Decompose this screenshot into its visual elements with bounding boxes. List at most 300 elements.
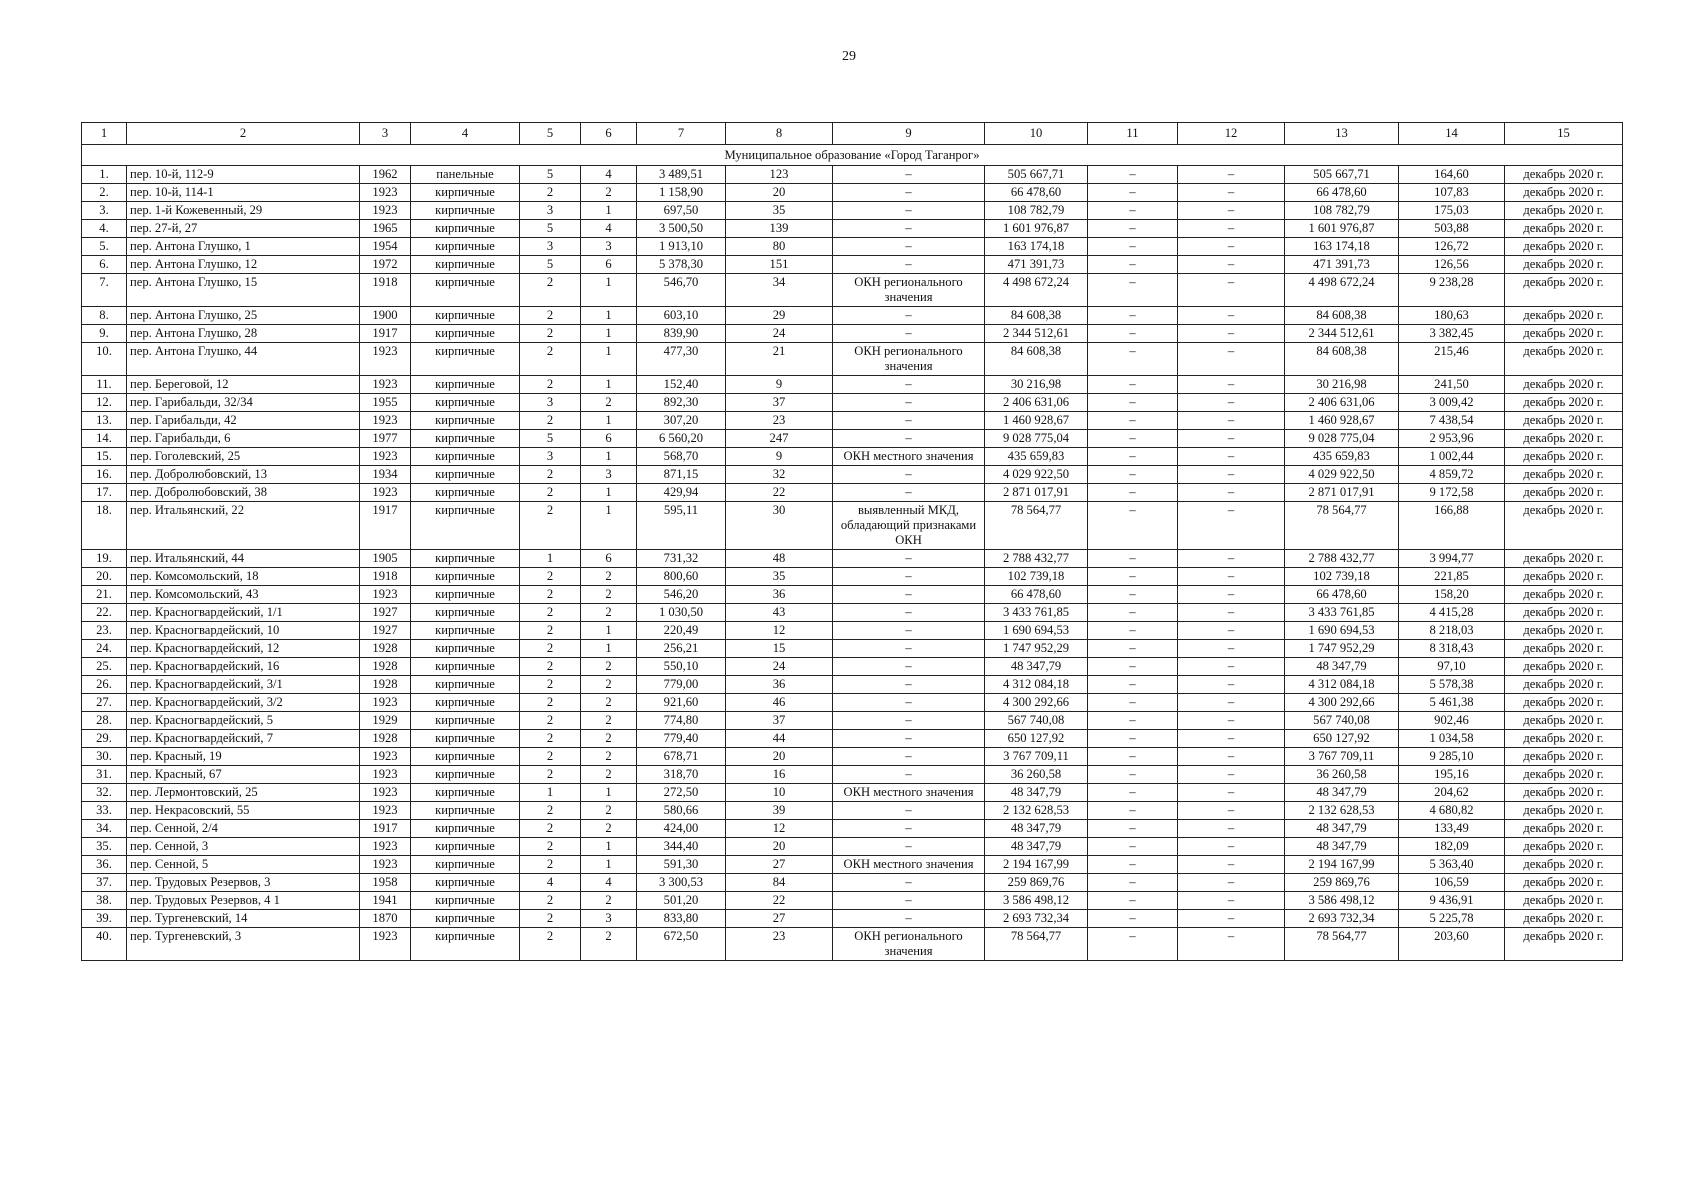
- residents-cell: 43: [726, 604, 833, 622]
- floors-cell: 2: [520, 766, 581, 784]
- cost-fund-cell: 259 869,76: [1285, 874, 1399, 892]
- floors-cell: 2: [520, 325, 581, 343]
- cost-fund-cell: 1 690 694,53: [1285, 622, 1399, 640]
- cost-fund-cell: 3 433 761,85: [1285, 604, 1399, 622]
- residents-cell: 24: [726, 325, 833, 343]
- year-cell: 1870: [360, 910, 411, 928]
- col12-cell: –: [1178, 586, 1285, 604]
- heritage-status-cell: –: [833, 766, 985, 784]
- wall-material-cell: кирпичные: [411, 256, 520, 274]
- deadline-cell: декабрь 2020 г.: [1505, 748, 1623, 766]
- entrances-cell: 2: [581, 820, 637, 838]
- row-number: 15.: [82, 448, 127, 466]
- heritage-status-cell: –: [833, 712, 985, 730]
- cost-total-cell: 505 667,71: [985, 166, 1088, 184]
- table-row: [82, 874, 1623, 892]
- year-cell: 1923: [360, 802, 411, 820]
- table-row: [82, 676, 1623, 694]
- col11-cell: –: [1088, 640, 1178, 658]
- residents-cell: 39: [726, 802, 833, 820]
- col12-cell: –: [1178, 307, 1285, 325]
- deadline-cell: декабрь 2020 г.: [1505, 220, 1623, 238]
- section-row: [82, 145, 1623, 166]
- year-cell: 1923: [360, 202, 411, 220]
- entrances-cell: 2: [581, 748, 637, 766]
- residents-cell: 20: [726, 748, 833, 766]
- cost-per-sqm-cell: 902,46: [1399, 712, 1505, 730]
- cost-total-cell: 108 782,79: [985, 202, 1088, 220]
- area-cell: 3 500,50: [637, 220, 726, 238]
- deadline-cell: декабрь 2020 г.: [1505, 730, 1623, 748]
- heritage-status-cell: –: [833, 568, 985, 586]
- heritage-status-cell: –: [833, 412, 985, 430]
- year-cell: 1928: [360, 676, 411, 694]
- wall-material-cell: кирпичные: [411, 184, 520, 202]
- cost-total-cell: 1 690 694,53: [985, 622, 1088, 640]
- address-cell: пер. Гарибальди, 6: [127, 430, 360, 448]
- col11-cell: –: [1088, 466, 1178, 484]
- cost-fund-cell: 2 344 512,61: [1285, 325, 1399, 343]
- floors-cell: 5: [520, 256, 581, 274]
- year-cell: 1905: [360, 550, 411, 568]
- floors-cell: 2: [520, 910, 581, 928]
- entrances-cell: 1: [581, 448, 637, 466]
- heritage-status-cell: –: [833, 694, 985, 712]
- address-cell: пер. 27-й, 27: [127, 220, 360, 238]
- wall-material-cell: кирпичные: [411, 910, 520, 928]
- entrances-cell: 6: [581, 256, 637, 274]
- cost-total-cell: 84 608,38: [985, 307, 1088, 325]
- heritage-status-cell: –: [833, 394, 985, 412]
- col12-cell: –: [1178, 604, 1285, 622]
- cost-per-sqm-cell: 9 238,28: [1399, 274, 1505, 307]
- cost-total-cell: 2 406 631,06: [985, 394, 1088, 412]
- column-header: 14: [1399, 123, 1505, 145]
- entrances-cell: 2: [581, 928, 637, 961]
- entrances-cell: 6: [581, 430, 637, 448]
- col11-cell: –: [1088, 694, 1178, 712]
- entrances-cell: 1: [581, 343, 637, 376]
- address-cell: пер. Гоголевский, 25: [127, 448, 360, 466]
- row-number: 6.: [82, 256, 127, 274]
- area-cell: 892,30: [637, 394, 726, 412]
- col11-cell: –: [1088, 874, 1178, 892]
- cost-fund-cell: 48 347,79: [1285, 658, 1399, 676]
- entrances-cell: 6: [581, 550, 637, 568]
- cost-total-cell: 84 608,38: [985, 343, 1088, 376]
- col11-cell: –: [1088, 166, 1178, 184]
- table-row: [82, 838, 1623, 856]
- col12-cell: –: [1178, 802, 1285, 820]
- address-cell: пер. Красногвардейский, 7: [127, 730, 360, 748]
- row-number: 12.: [82, 394, 127, 412]
- column-header: 10: [985, 123, 1088, 145]
- wall-material-cell: кирпичные: [411, 604, 520, 622]
- entrances-cell: 2: [581, 802, 637, 820]
- entrances-cell: 1: [581, 640, 637, 658]
- address-cell: пер. Сенной, 3: [127, 838, 360, 856]
- cost-per-sqm-cell: 503,88: [1399, 220, 1505, 238]
- col12-cell: –: [1178, 928, 1285, 961]
- col12-cell: –: [1178, 220, 1285, 238]
- cost-total-cell: 48 347,79: [985, 820, 1088, 838]
- wall-material-cell: кирпичные: [411, 550, 520, 568]
- deadline-cell: декабрь 2020 г.: [1505, 502, 1623, 550]
- area-cell: 3 300,53: [637, 874, 726, 892]
- heritage-status-cell: –: [833, 658, 985, 676]
- entrances-cell: 1: [581, 325, 637, 343]
- header-row: [82, 123, 1623, 145]
- table-row: [82, 730, 1623, 748]
- col12-cell: –: [1178, 484, 1285, 502]
- address-cell: пер. Красногвардейский, 5: [127, 712, 360, 730]
- area-cell: 595,11: [637, 502, 726, 550]
- cost-fund-cell: 102 739,18: [1285, 568, 1399, 586]
- deadline-cell: декабрь 2020 г.: [1505, 394, 1623, 412]
- entrances-cell: 3: [581, 466, 637, 484]
- cost-per-sqm-cell: 1 034,58: [1399, 730, 1505, 748]
- floors-cell: 2: [520, 676, 581, 694]
- row-number: 31.: [82, 766, 127, 784]
- heritage-status-cell: –: [833, 466, 985, 484]
- area-cell: 152,40: [637, 376, 726, 394]
- col12-cell: –: [1178, 874, 1285, 892]
- deadline-cell: декабрь 2020 г.: [1505, 343, 1623, 376]
- year-cell: 1917: [360, 325, 411, 343]
- year-cell: 1923: [360, 586, 411, 604]
- heritage-status-cell: –: [833, 256, 985, 274]
- year-cell: 1965: [360, 220, 411, 238]
- heritage-status-cell: –: [833, 622, 985, 640]
- heritage-status-cell: ОКН регионального значения: [833, 343, 985, 376]
- heritage-status-cell: –: [833, 166, 985, 184]
- col11-cell: –: [1088, 730, 1178, 748]
- floors-cell: 1: [520, 550, 581, 568]
- address-cell: пер. Антона Глушко, 25: [127, 307, 360, 325]
- floors-cell: 2: [520, 892, 581, 910]
- address-cell: пер. 10-й, 112-9: [127, 166, 360, 184]
- cost-total-cell: 259 869,76: [985, 874, 1088, 892]
- wall-material-cell: кирпичные: [411, 412, 520, 430]
- wall-material-cell: кирпичные: [411, 892, 520, 910]
- year-cell: 1923: [360, 448, 411, 466]
- cost-fund-cell: 471 391,73: [1285, 256, 1399, 274]
- table-row: [82, 307, 1623, 325]
- wall-material-cell: кирпичные: [411, 394, 520, 412]
- heritage-status-cell: –: [833, 550, 985, 568]
- cost-total-cell: 435 659,83: [985, 448, 1088, 466]
- col11-cell: –: [1088, 892, 1178, 910]
- floors-cell: 2: [520, 928, 581, 961]
- area-cell: 550,10: [637, 658, 726, 676]
- cost-fund-cell: 66 478,60: [1285, 184, 1399, 202]
- heritage-status-cell: –: [833, 874, 985, 892]
- wall-material-cell: кирпичные: [411, 586, 520, 604]
- col12-cell: –: [1178, 568, 1285, 586]
- year-cell: 1927: [360, 604, 411, 622]
- row-number: 5.: [82, 238, 127, 256]
- cost-fund-cell: 3 767 709,11: [1285, 748, 1399, 766]
- deadline-cell: декабрь 2020 г.: [1505, 412, 1623, 430]
- heritage-status-cell: –: [833, 430, 985, 448]
- row-number: 39.: [82, 910, 127, 928]
- deadline-cell: декабрь 2020 г.: [1505, 622, 1623, 640]
- registry-table: [81, 122, 1623, 961]
- col12-cell: –: [1178, 325, 1285, 343]
- deadline-cell: декабрь 2020 г.: [1505, 376, 1623, 394]
- wall-material-cell: кирпичные: [411, 820, 520, 838]
- floors-cell: 2: [520, 568, 581, 586]
- address-cell: пер. 10-й, 114-1: [127, 184, 360, 202]
- cost-fund-cell: 4 300 292,66: [1285, 694, 1399, 712]
- year-cell: 1923: [360, 784, 411, 802]
- heritage-status-cell: выявленный МКД, обладающий признаками ОКН: [833, 502, 985, 550]
- year-cell: 1918: [360, 568, 411, 586]
- floors-cell: 2: [520, 658, 581, 676]
- area-cell: 1 030,50: [637, 604, 726, 622]
- residents-cell: 80: [726, 238, 833, 256]
- deadline-cell: декабрь 2020 г.: [1505, 910, 1623, 928]
- floors-cell: 5: [520, 166, 581, 184]
- residents-cell: 36: [726, 676, 833, 694]
- floors-cell: 2: [520, 412, 581, 430]
- wall-material-cell: кирпичные: [411, 430, 520, 448]
- residents-cell: 9: [726, 448, 833, 466]
- heritage-status-cell: –: [833, 604, 985, 622]
- table-row: [82, 640, 1623, 658]
- area-cell: 774,80: [637, 712, 726, 730]
- table-row: [82, 343, 1623, 376]
- table-row: [82, 274, 1623, 307]
- deadline-cell: декабрь 2020 г.: [1505, 325, 1623, 343]
- floors-cell: 3: [520, 238, 581, 256]
- wall-material-cell: кирпичные: [411, 640, 520, 658]
- cost-total-cell: 2 788 432,77: [985, 550, 1088, 568]
- cost-per-sqm-cell: 221,85: [1399, 568, 1505, 586]
- col11-cell: –: [1088, 856, 1178, 874]
- entrances-cell: 2: [581, 694, 637, 712]
- deadline-cell: декабрь 2020 г.: [1505, 550, 1623, 568]
- deadline-cell: декабрь 2020 г.: [1505, 274, 1623, 307]
- table-row: [82, 568, 1623, 586]
- deadline-cell: декабрь 2020 г.: [1505, 184, 1623, 202]
- col12-cell: –: [1178, 202, 1285, 220]
- wall-material-cell: кирпичные: [411, 274, 520, 307]
- cost-per-sqm-cell: 203,60: [1399, 928, 1505, 961]
- residents-cell: 12: [726, 820, 833, 838]
- cost-total-cell: 471 391,73: [985, 256, 1088, 274]
- column-header: 4: [411, 123, 520, 145]
- table-row: [82, 184, 1623, 202]
- cost-fund-cell: 30 216,98: [1285, 376, 1399, 394]
- cost-total-cell: 9 028 775,04: [985, 430, 1088, 448]
- year-cell: 1928: [360, 640, 411, 658]
- deadline-cell: декабрь 2020 г.: [1505, 676, 1623, 694]
- address-cell: пер. Сенной, 5: [127, 856, 360, 874]
- year-cell: 1927: [360, 622, 411, 640]
- deadline-cell: декабрь 2020 г.: [1505, 586, 1623, 604]
- table-row: [82, 856, 1623, 874]
- area-cell: 697,50: [637, 202, 726, 220]
- year-cell: 1923: [360, 766, 411, 784]
- residents-cell: 23: [726, 928, 833, 961]
- area-cell: 424,00: [637, 820, 726, 838]
- table-row: [82, 820, 1623, 838]
- cost-per-sqm-cell: 5 461,38: [1399, 694, 1505, 712]
- year-cell: 1955: [360, 394, 411, 412]
- cost-total-cell: 4 498 672,24: [985, 274, 1088, 307]
- address-cell: пер. Лермонтовский, 25: [127, 784, 360, 802]
- floors-cell: 2: [520, 184, 581, 202]
- floors-cell: 3: [520, 202, 581, 220]
- address-cell: пер. Добролюбовский, 13: [127, 466, 360, 484]
- area-cell: 6 560,20: [637, 430, 726, 448]
- heritage-status-cell: ОКН местного значения: [833, 856, 985, 874]
- table-row: [82, 712, 1623, 730]
- row-number: 25.: [82, 658, 127, 676]
- heritage-status-cell: –: [833, 484, 985, 502]
- col12-cell: –: [1178, 640, 1285, 658]
- year-cell: 1972: [360, 256, 411, 274]
- cost-per-sqm-cell: 126,56: [1399, 256, 1505, 274]
- cost-total-cell: 2 693 732,34: [985, 910, 1088, 928]
- cost-per-sqm-cell: 107,83: [1399, 184, 1505, 202]
- floors-cell: 2: [520, 604, 581, 622]
- cost-per-sqm-cell: 164,60: [1399, 166, 1505, 184]
- col12-cell: –: [1178, 394, 1285, 412]
- table-row: [82, 766, 1623, 784]
- col12-cell: –: [1178, 820, 1285, 838]
- floors-cell: 2: [520, 622, 581, 640]
- col12-cell: –: [1178, 238, 1285, 256]
- deadline-cell: декабрь 2020 г.: [1505, 307, 1623, 325]
- area-cell: 678,71: [637, 748, 726, 766]
- col11-cell: –: [1088, 448, 1178, 466]
- row-number: 24.: [82, 640, 127, 658]
- cost-per-sqm-cell: 241,50: [1399, 376, 1505, 394]
- area-cell: 871,15: [637, 466, 726, 484]
- residents-cell: 16: [726, 766, 833, 784]
- column-header: 13: [1285, 123, 1399, 145]
- deadline-cell: декабрь 2020 г.: [1505, 640, 1623, 658]
- heritage-status-cell: ОКН местного значения: [833, 784, 985, 802]
- entrances-cell: 2: [581, 766, 637, 784]
- col12-cell: –: [1178, 412, 1285, 430]
- wall-material-cell: кирпичные: [411, 712, 520, 730]
- col12-cell: –: [1178, 658, 1285, 676]
- heritage-status-cell: ОКН местного значения: [833, 448, 985, 466]
- cost-fund-cell: 2 788 432,77: [1285, 550, 1399, 568]
- table-row: [82, 502, 1623, 550]
- deadline-cell: декабрь 2020 г.: [1505, 694, 1623, 712]
- row-number: 35.: [82, 838, 127, 856]
- floors-cell: 2: [520, 856, 581, 874]
- cost-total-cell: 48 347,79: [985, 784, 1088, 802]
- deadline-cell: декабрь 2020 г.: [1505, 856, 1623, 874]
- col11-cell: –: [1088, 343, 1178, 376]
- year-cell: 1923: [360, 484, 411, 502]
- cost-per-sqm-cell: 5 578,38: [1399, 676, 1505, 694]
- col12-cell: –: [1178, 376, 1285, 394]
- entrances-cell: 1: [581, 622, 637, 640]
- cost-total-cell: 650 127,92: [985, 730, 1088, 748]
- year-cell: 1923: [360, 343, 411, 376]
- row-number: 28.: [82, 712, 127, 730]
- area-cell: 256,21: [637, 640, 726, 658]
- address-cell: пер. Комсомольский, 18: [127, 568, 360, 586]
- address-cell: пер. Итальянский, 22: [127, 502, 360, 550]
- col11-cell: –: [1088, 748, 1178, 766]
- residents-cell: 20: [726, 184, 833, 202]
- cost-total-cell: 3 433 761,85: [985, 604, 1088, 622]
- cost-per-sqm-cell: 126,72: [1399, 238, 1505, 256]
- area-cell: 546,70: [637, 274, 726, 307]
- cost-fund-cell: 48 347,79: [1285, 820, 1399, 838]
- row-number: 30.: [82, 748, 127, 766]
- wall-material-cell: кирпичные: [411, 307, 520, 325]
- table-row: [82, 694, 1623, 712]
- deadline-cell: декабрь 2020 г.: [1505, 766, 1623, 784]
- address-cell: пер. Антона Глушко, 28: [127, 325, 360, 343]
- cost-per-sqm-cell: 4 859,72: [1399, 466, 1505, 484]
- area-cell: 318,70: [637, 766, 726, 784]
- deadline-cell: декабрь 2020 г.: [1505, 820, 1623, 838]
- col12-cell: –: [1178, 694, 1285, 712]
- deadline-cell: декабрь 2020 г.: [1505, 892, 1623, 910]
- cost-per-sqm-cell: 3 994,77: [1399, 550, 1505, 568]
- cost-fund-cell: 650 127,92: [1285, 730, 1399, 748]
- table-row: [82, 658, 1623, 676]
- area-cell: 5 378,30: [637, 256, 726, 274]
- address-cell: пер. Антона Глушко, 15: [127, 274, 360, 307]
- cost-per-sqm-cell: 9 285,10: [1399, 748, 1505, 766]
- entrances-cell: 2: [581, 658, 637, 676]
- col11-cell: –: [1088, 376, 1178, 394]
- col12-cell: –: [1178, 856, 1285, 874]
- cost-total-cell: 66 478,60: [985, 184, 1088, 202]
- cost-total-cell: 36 260,58: [985, 766, 1088, 784]
- entrances-cell: 1: [581, 484, 637, 502]
- cost-fund-cell: 78 564,77: [1285, 502, 1399, 550]
- area-cell: 672,50: [637, 928, 726, 961]
- col12-cell: –: [1178, 748, 1285, 766]
- col11-cell: –: [1088, 784, 1178, 802]
- cost-total-cell: 4 029 922,50: [985, 466, 1088, 484]
- cost-per-sqm-cell: 97,10: [1399, 658, 1505, 676]
- wall-material-cell: кирпичные: [411, 766, 520, 784]
- row-number: 4.: [82, 220, 127, 238]
- col11-cell: –: [1088, 184, 1178, 202]
- cost-fund-cell: 2 871 017,91: [1285, 484, 1399, 502]
- floors-cell: 2: [520, 307, 581, 325]
- cost-total-cell: 2 871 017,91: [985, 484, 1088, 502]
- row-number: 32.: [82, 784, 127, 802]
- cost-per-sqm-cell: 182,09: [1399, 838, 1505, 856]
- area-cell: 603,10: [637, 307, 726, 325]
- heritage-status-cell: –: [833, 325, 985, 343]
- deadline-cell: декабрь 2020 г.: [1505, 838, 1623, 856]
- cost-total-cell: 102 739,18: [985, 568, 1088, 586]
- row-number: 9.: [82, 325, 127, 343]
- heritage-status-cell: –: [833, 892, 985, 910]
- col11-cell: –: [1088, 586, 1178, 604]
- cost-fund-cell: 108 782,79: [1285, 202, 1399, 220]
- cost-per-sqm-cell: 175,03: [1399, 202, 1505, 220]
- cost-per-sqm-cell: 5 225,78: [1399, 910, 1505, 928]
- entrances-cell: 1: [581, 784, 637, 802]
- row-number: 33.: [82, 802, 127, 820]
- col11-cell: –: [1088, 604, 1178, 622]
